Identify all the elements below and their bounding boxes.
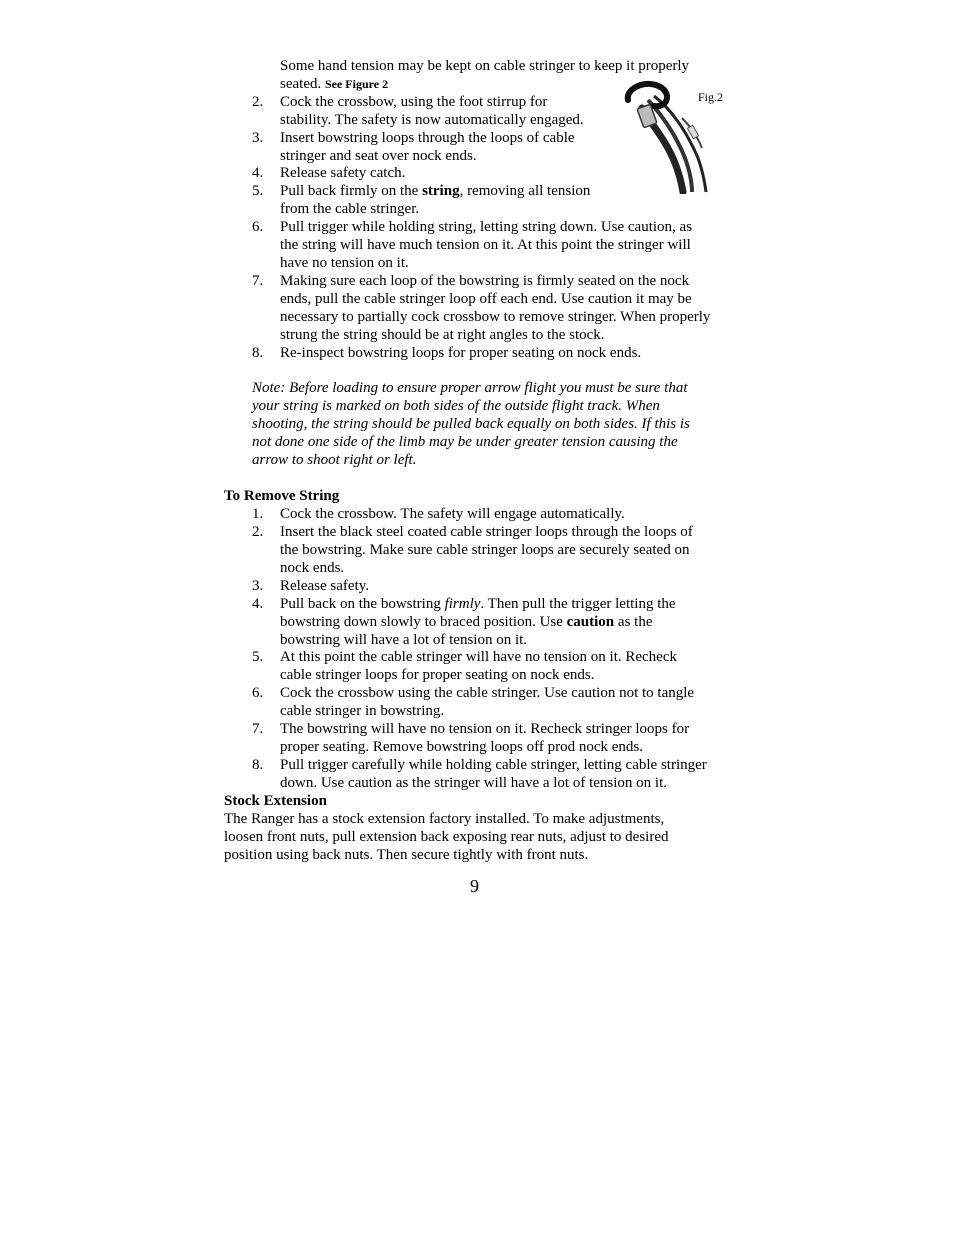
note-block xyxy=(252,379,732,469)
step-line: Pull trigger carefully while holding cable stringer, letting cable stringer xyxy=(280,757,707,773)
step-line: Cock the crossbow, using the foot stirrup for xyxy=(280,94,548,110)
step-line: strung the string should be at right angles to the stock. xyxy=(280,327,605,343)
step-line: proper seating. Remove bowstring loops off prod nock ends. xyxy=(280,739,643,755)
step-text: Pull back on the bowstring xyxy=(280,596,445,612)
step-line xyxy=(280,182,590,200)
figure-label: Fig.2 xyxy=(698,90,724,104)
step-number: 4. xyxy=(252,165,264,181)
step-line: cable stringer loops for proper seating on nock ends. xyxy=(280,667,595,683)
note-line: Note: Before loading to ensure proper arrow flight you must be sure that xyxy=(252,380,688,396)
step-text: . Then pull the trigger letting the xyxy=(480,596,676,612)
step-line xyxy=(280,595,676,613)
step-line: Insert the black steel coated cable stringer loops through the loops of xyxy=(280,524,693,540)
step-line: from the cable stringer. xyxy=(280,201,420,217)
step-number: 3. xyxy=(252,578,264,594)
step-number: 6. xyxy=(252,685,264,701)
step-line: Cock the crossbow using the cable stringer. Use caution not to tangle xyxy=(280,685,695,701)
step-line: have no tension on it. xyxy=(280,255,409,271)
step-line: Release safety catch. xyxy=(280,165,406,181)
page-number: 9 xyxy=(470,876,479,896)
step-number: 2. xyxy=(252,94,264,110)
step-emphasis: firmly xyxy=(444,596,481,612)
step-number: 4. xyxy=(252,596,264,612)
step-line: cable stringer in bowstring. xyxy=(280,703,445,719)
intro-line-2 xyxy=(280,75,388,93)
step-line: Release safety. xyxy=(280,578,369,594)
figure-reference: See Figure 2 xyxy=(324,77,389,91)
step-number: 8. xyxy=(252,757,264,773)
step-line xyxy=(280,613,676,631)
step-line: Insert bowstring loops through the loops of cable xyxy=(280,130,575,146)
step-text: bowstring down slowly to braced position. Use xyxy=(280,614,567,630)
stock-extension-heading: Stock Extension xyxy=(224,793,327,809)
step-line: stringer and seat over nock ends. xyxy=(280,148,477,164)
step-number: 1. xyxy=(252,506,264,522)
step-text: as the xyxy=(614,614,653,630)
step-line: bowstring will have a lot of tension on it. xyxy=(280,632,528,648)
step-number: 7. xyxy=(252,273,264,289)
step-line: Cock the crossbow. The safety will engage automatically. xyxy=(280,506,625,522)
paragraph-line: position using back nuts. Then secure tightly with front nuts. xyxy=(224,847,589,863)
intro-line-1: Some hand tension may be kept on cable stringer to keep it properly xyxy=(280,58,690,74)
step-line: stability. The safety is now automatically engaged. xyxy=(280,112,584,128)
bowstring-stringer-illustration xyxy=(620,78,712,194)
step-line: the bowstring. Make sure cable stringer loops are securely seated on xyxy=(280,542,690,558)
step-line: necessary to partially cock crossbow to remove stringer. When properly xyxy=(280,309,711,325)
step-number: 2. xyxy=(252,524,264,540)
step-line: Re-inspect bowstring loops for proper seating on nock ends. xyxy=(280,345,642,361)
note-line: shooting, the string should be pulled back equally on both sides. If this is xyxy=(252,416,690,432)
step-line: the string will have much tension on it. At this point the stringer will xyxy=(280,237,691,253)
step-number: 7. xyxy=(252,721,264,737)
intro-line-2-text: seated. xyxy=(280,76,322,92)
step-number: 8. xyxy=(252,345,264,361)
stock-extension-paragraph xyxy=(224,810,724,864)
step-line: nock ends. xyxy=(280,560,345,576)
step-line: The bowstring will have no tension on it. Recheck stringer loops for xyxy=(280,721,690,737)
step-number: 6. xyxy=(252,219,264,235)
step-line: Pull trigger while holding string, letting string down. Use caution, as xyxy=(280,219,693,235)
paragraph-line: loosen front nuts, pull extension back exposing rear nuts, adjust to desired xyxy=(224,829,669,845)
note-line: your string is marked on both sides of the outside flight track. When xyxy=(252,398,660,414)
step-number: 5. xyxy=(252,649,264,665)
step-line: Making sure each loop of the bowstring is firmly seated on the nock xyxy=(280,273,690,289)
step-line: ends, pull the cable stringer loop off each end. Use caution it may be xyxy=(280,291,692,307)
paragraph-line: The Ranger has a stock extension factory installed. To make adjustments, xyxy=(224,811,665,827)
step-emphasis: string xyxy=(422,183,460,199)
step-emphasis: caution xyxy=(566,614,615,630)
step-number: 3. xyxy=(252,130,264,146)
step-text: Pull back firmly on the xyxy=(280,183,423,199)
note-line: arrow to shoot right or left. xyxy=(252,452,417,468)
remove-string-heading: To Remove String xyxy=(224,488,340,504)
step-number: 5. xyxy=(252,183,264,199)
step-line: At this point the cable stringer will have no tension on it. Recheck xyxy=(280,649,677,665)
step-text: , removing all tension xyxy=(459,183,591,199)
step-line: down. Use caution as the stringer will have a lot of tension on it. xyxy=(280,775,668,791)
note-line: not done one side of the limb may be under greater tension causing the xyxy=(252,434,678,450)
